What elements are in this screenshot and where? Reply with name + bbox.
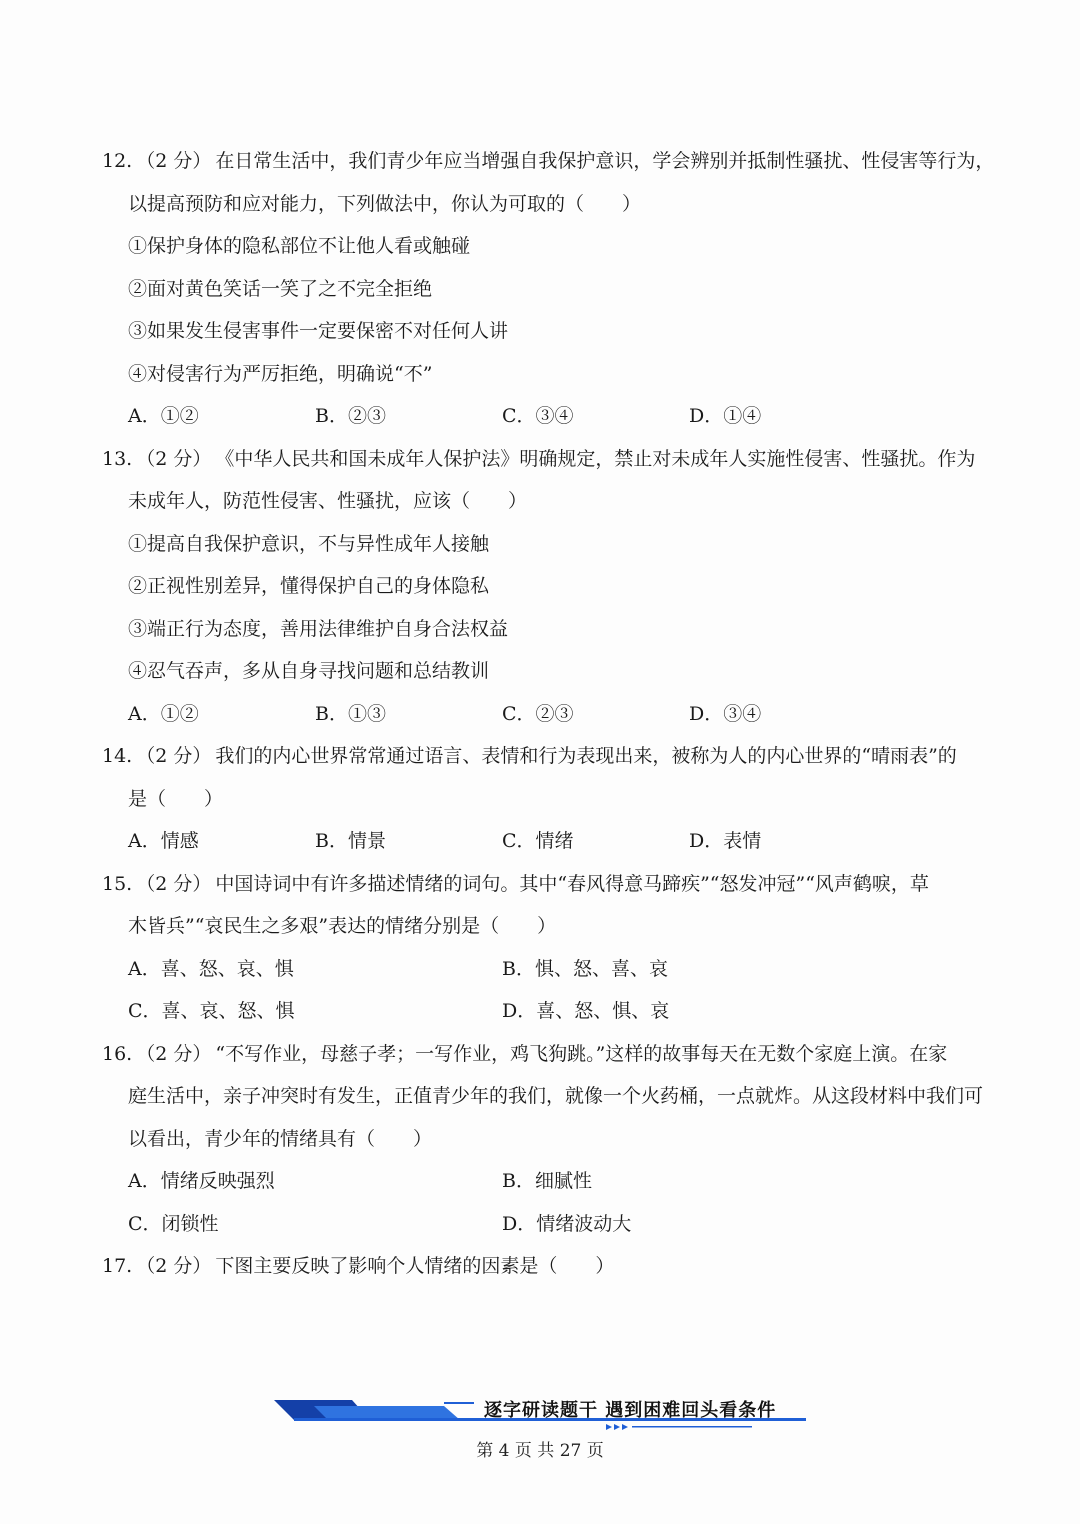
question-stem-text: 中国诗词中有许多描述情绪的词句。其中“春风得意马蹄疾”“怒发冲冠”“风声鹤唳，草 bbox=[215, 872, 929, 895]
question-score: （2 分） bbox=[136, 447, 212, 470]
answer-option[interactable]: D．①④ bbox=[689, 405, 762, 427]
question-stem bbox=[102, 1245, 982, 1288]
footer-slogan: 逐字研读题干 遇到困难回头看条件 bbox=[484, 1400, 777, 1421]
statement-item: ②面对黄色笑话一笑了之不完全拒绝 bbox=[128, 277, 433, 300]
question-stem-continuation: 是（ ） bbox=[128, 787, 224, 810]
answer-option[interactable]: B．情景 bbox=[315, 830, 386, 852]
question-stem bbox=[102, 735, 982, 778]
answer-option[interactable]: A．①② bbox=[128, 702, 199, 725]
answer-option[interactable]: C．情绪 bbox=[502, 830, 574, 852]
question-stem-text: “不写作业，母慈子孝；一写作业，鸡飞狗跳。”这样的故事每天在无数个家庭上演。在家 bbox=[215, 1042, 948, 1065]
question-stem-continuation: 以提高预防和应对能力，下列做法中，你认为可取的（ ） bbox=[128, 192, 642, 215]
answer-options bbox=[102, 693, 982, 736]
question-score: （2 分） bbox=[136, 872, 212, 895]
question-16 bbox=[102, 1033, 982, 1246]
question-stem bbox=[102, 438, 982, 481]
question-score: （2 分） bbox=[136, 150, 212, 172]
question-stem bbox=[102, 1033, 982, 1076]
statement-item: ④对侵害行为严厉拒绝，明确说“不” bbox=[128, 362, 433, 385]
question-number: 14. bbox=[102, 745, 133, 767]
question-15 bbox=[102, 863, 982, 1033]
answer-options bbox=[102, 1160, 982, 1203]
arrow-icon bbox=[614, 1424, 620, 1430]
answer-options bbox=[102, 820, 982, 863]
statement-item: ③端正行为态度，善用法律维护自身合法权益 bbox=[128, 617, 509, 640]
page-number: 第 4 页 共 27 页 bbox=[476, 1441, 604, 1461]
answer-option[interactable]: A．喜、怒、哀、惧 bbox=[128, 957, 294, 980]
statement-item: ④忍气吞声，多从自身寻找问题和总结教训 bbox=[128, 660, 490, 682]
question-stem-text: 《中华人民共和国未成年人保护法》明确规定，禁止对未成年人实施性侵害、性骚扰。作为 bbox=[215, 447, 976, 470]
answer-options bbox=[102, 948, 982, 991]
answer-option[interactable]: C．③④ bbox=[502, 405, 574, 427]
arrow-icon bbox=[606, 1424, 612, 1430]
banner-tail-line bbox=[632, 1426, 752, 1428]
question-14 bbox=[102, 735, 982, 863]
question-stem-continuation: 未成年人，防范性侵害、性骚扰，应该（ ） bbox=[128, 490, 528, 512]
question-stem-continuation: 以看出，青少年的情绪具有（ ） bbox=[128, 1127, 433, 1150]
answer-option[interactable]: B．细腻性 bbox=[502, 1170, 592, 1192]
question-list bbox=[102, 140, 995, 1288]
question-stem-text: 下图主要反映了影响个人情绪的因素是（ ） bbox=[215, 1255, 615, 1277]
banner-topline bbox=[444, 1402, 474, 1404]
answer-option[interactable]: A．情绪反映强烈 bbox=[128, 1170, 275, 1192]
question-number: 13. bbox=[102, 447, 133, 470]
footer-banner bbox=[274, 1394, 814, 1434]
question-17 bbox=[102, 1245, 982, 1288]
question-score: （2 分） bbox=[136, 1255, 212, 1277]
question-stem bbox=[102, 140, 995, 183]
question-number: 15. bbox=[102, 872, 133, 895]
question-stem-continuation: 庭生活中，亲子冲突时有发生，正值青少年的我们，就像一个火药桶，一点就炸。从这段材料中我们可 bbox=[128, 1085, 984, 1107]
question-score: （2 分） bbox=[136, 1042, 212, 1065]
answer-option[interactable]: D．③④ bbox=[689, 702, 762, 725]
answer-option[interactable]: B．①③ bbox=[315, 702, 386, 725]
question-stem-text: 在日常生活中，我们青少年应当增强自我保护意识，学会辨别并抵制性骚扰、性侵害等行为， bbox=[215, 150, 995, 172]
answer-option[interactable]: D．喜、怒、惧、哀 bbox=[502, 1000, 670, 1022]
statement-item: ①保护身体的隐私部位不让他人看或触碰 bbox=[128, 235, 471, 257]
answer-option[interactable]: D．表情 bbox=[689, 830, 762, 852]
question-number: 16. bbox=[102, 1042, 133, 1065]
banner-stripe-light bbox=[314, 1406, 460, 1420]
answer-options bbox=[102, 1203, 982, 1246]
statement-item: ③如果发生侵害事件一定要保密不对任何人讲 bbox=[128, 320, 509, 342]
answer-option[interactable]: C．喜、哀、怒、惧 bbox=[128, 1000, 295, 1022]
answer-option[interactable]: C．闭锁性 bbox=[128, 1212, 219, 1235]
question-13 bbox=[102, 438, 982, 736]
answer-option[interactable]: C．②③ bbox=[502, 702, 574, 725]
answer-option[interactable]: B．惧、怒、喜、哀 bbox=[502, 957, 668, 980]
question-stem bbox=[102, 863, 982, 906]
answer-options bbox=[102, 395, 982, 438]
question-number: 17. bbox=[102, 1255, 133, 1277]
answer-option[interactable]: B．②③ bbox=[315, 405, 386, 427]
question-number: 12. bbox=[102, 150, 133, 172]
arrow-icon bbox=[622, 1424, 628, 1430]
answer-option[interactable]: A．情感 bbox=[128, 830, 199, 852]
answer-option[interactable]: A．①② bbox=[128, 405, 199, 427]
question-12 bbox=[102, 140, 995, 438]
question-stem-continuation: 木皆兵”“哀民生之多艰”表达的情绪分别是（ ） bbox=[128, 915, 557, 937]
question-stem-text: 我们的内心世界常常通过语言、表情和行为表现出来，被称为人的内心世界的“晴雨表”的 bbox=[215, 745, 957, 767]
answer-option[interactable]: D．情绪波动大 bbox=[502, 1212, 632, 1235]
statement-item: ①提高自我保护意识，不与异性成年人接触 bbox=[128, 532, 490, 555]
answer-options bbox=[102, 990, 982, 1033]
statement-item: ②正视性别差异，懂得保护自己的身体隐私 bbox=[128, 575, 490, 597]
question-score: （2 分） bbox=[136, 745, 212, 767]
